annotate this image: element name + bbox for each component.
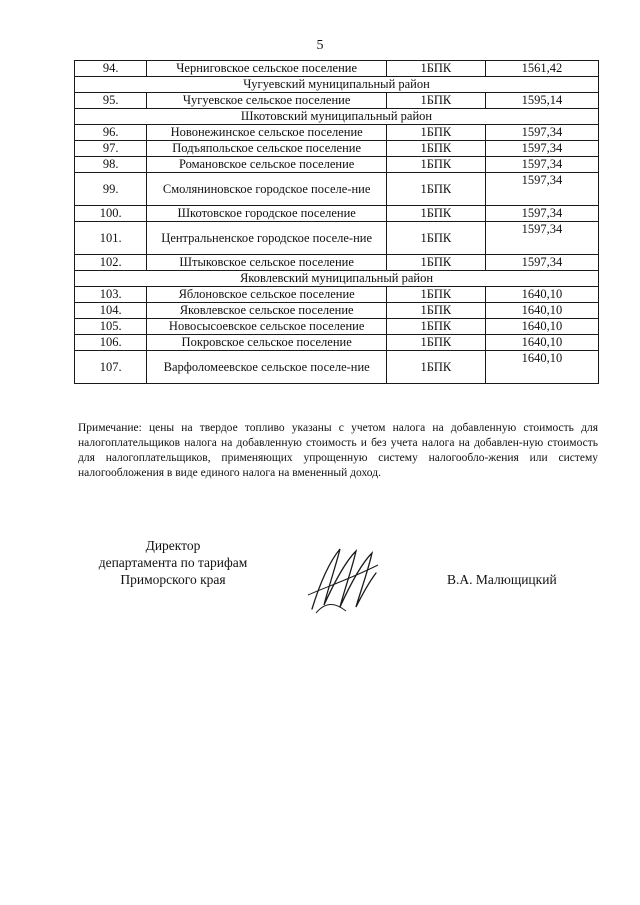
table-row: [75, 319, 599, 335]
fuel-type: 1БПК: [386, 255, 485, 271]
tariff-table: [74, 60, 599, 384]
signatory-title-line: Приморского края: [120, 572, 226, 587]
page-number: 5: [316, 38, 324, 53]
table-row: [75, 303, 599, 319]
settlement-name: Шкотовское городское поселение: [147, 206, 387, 222]
row-number: 107.: [75, 351, 147, 384]
price-value: 1640,10: [485, 319, 598, 335]
settlement-name: Покровское сельское поселение: [147, 335, 387, 351]
price-value: 1640,10: [485, 351, 598, 384]
settlement-name: Штыковское сельское поселение: [147, 255, 387, 271]
district-header-row: [75, 109, 599, 125]
signatory-name: В.А. Малющицкий: [447, 572, 557, 587]
table-row: [75, 351, 599, 384]
settlement-name: Центральненское городское поселе-ние: [147, 222, 387, 255]
price-value: 1597,34: [485, 222, 598, 255]
fuel-type: 1БПК: [386, 222, 485, 255]
table-row: [75, 141, 599, 157]
price-value: 1561,42: [485, 61, 598, 77]
fuel-type: 1БПК: [386, 173, 485, 206]
tariff-table-body: [75, 61, 599, 384]
row-number: 96.: [75, 125, 147, 141]
price-value: 1597,34: [485, 255, 598, 271]
row-number: 103.: [75, 287, 147, 303]
row-number: 100.: [75, 206, 147, 222]
fuel-type: 1БПК: [386, 287, 485, 303]
fuel-type: 1БПК: [386, 351, 485, 384]
table-row: [75, 157, 599, 173]
signatory-title-line: Директор: [145, 538, 201, 553]
table-row: [75, 255, 599, 271]
price-value: 1595,14: [485, 93, 598, 109]
row-number: 97.: [75, 141, 147, 157]
row-number: 98.: [75, 157, 147, 173]
district-header-row: [75, 271, 599, 287]
price-value: 1640,10: [485, 303, 598, 319]
table-row: [75, 93, 599, 109]
row-number: 95.: [75, 93, 147, 109]
settlement-name: Варфоломеевское сельское поселе-ние: [147, 351, 387, 384]
settlement-name: Новонежинское сельское поселение: [147, 125, 387, 141]
row-number: 94.: [75, 61, 147, 77]
table-row: [75, 222, 599, 255]
fuel-type: 1БПК: [386, 303, 485, 319]
table-row: [75, 61, 599, 77]
fuel-type: 1БПК: [386, 93, 485, 109]
row-number: 104.: [75, 303, 147, 319]
row-number: 101.: [75, 222, 147, 255]
handwritten-signature: [306, 543, 380, 615]
row-number: 106.: [75, 335, 147, 351]
signatory-title: [78, 537, 268, 588]
price-value: 1640,10: [485, 287, 598, 303]
fuel-type: 1БПК: [386, 61, 485, 77]
price-value: 1597,34: [485, 157, 598, 173]
price-value: 1597,34: [485, 125, 598, 141]
settlement-name: Яковлевское сельское поселение: [147, 303, 387, 319]
settlement-name: Подъяпольское сельское поселение: [147, 141, 387, 157]
table-row: [75, 206, 599, 222]
table-row: [75, 173, 599, 206]
row-number: 105.: [75, 319, 147, 335]
settlement-name: Смоляниновское городское поселе-ние: [147, 173, 387, 206]
price-value: 1597,34: [485, 141, 598, 157]
district-title: Яковлевский муниципальный район: [75, 271, 599, 287]
table-row: [75, 125, 599, 141]
signatory-title-line: департамента по тарифам: [98, 555, 248, 570]
settlement-name: Романовское сельское поселение: [147, 157, 387, 173]
price-value: 1597,34: [485, 206, 598, 222]
district-title: Шкотовский муниципальный район: [75, 109, 599, 125]
fuel-type: 1БПК: [386, 157, 485, 173]
fuel-type: 1БПК: [386, 206, 485, 222]
fuel-type: 1БПК: [386, 125, 485, 141]
settlement-name: Новосысоевское сельское поселение: [147, 319, 387, 335]
table-row: [75, 287, 599, 303]
footnote: Примечание: цены на твердое топливо указаны с учетом налога на добавленную стоимость для налогоплательщиков налога на добавленную стоимость и без учета налога на добавлен-ную стоимость для налогоплательщиков, применяющих упрощенную систему налогообло-жения или систему налогообложения в виде единого налога на вмененный доход.: [78, 422, 598, 479]
fuel-type: 1БПК: [386, 335, 485, 351]
settlement-name: Чугуевское сельское поселение: [147, 93, 387, 109]
table-row: [75, 335, 599, 351]
price-value: 1640,10: [485, 335, 598, 351]
district-title: Чугуевский муниципальный район: [75, 77, 599, 93]
row-number: 102.: [75, 255, 147, 271]
settlement-name: Черниговское сельское поселение: [147, 61, 387, 77]
settlement-name: Яблоновское сельское поселение: [147, 287, 387, 303]
fuel-type: 1БПК: [386, 319, 485, 335]
row-number: 99.: [75, 173, 147, 206]
price-value: 1597,34: [485, 173, 598, 206]
district-header-row: [75, 77, 599, 93]
fuel-type: 1БПК: [386, 141, 485, 157]
